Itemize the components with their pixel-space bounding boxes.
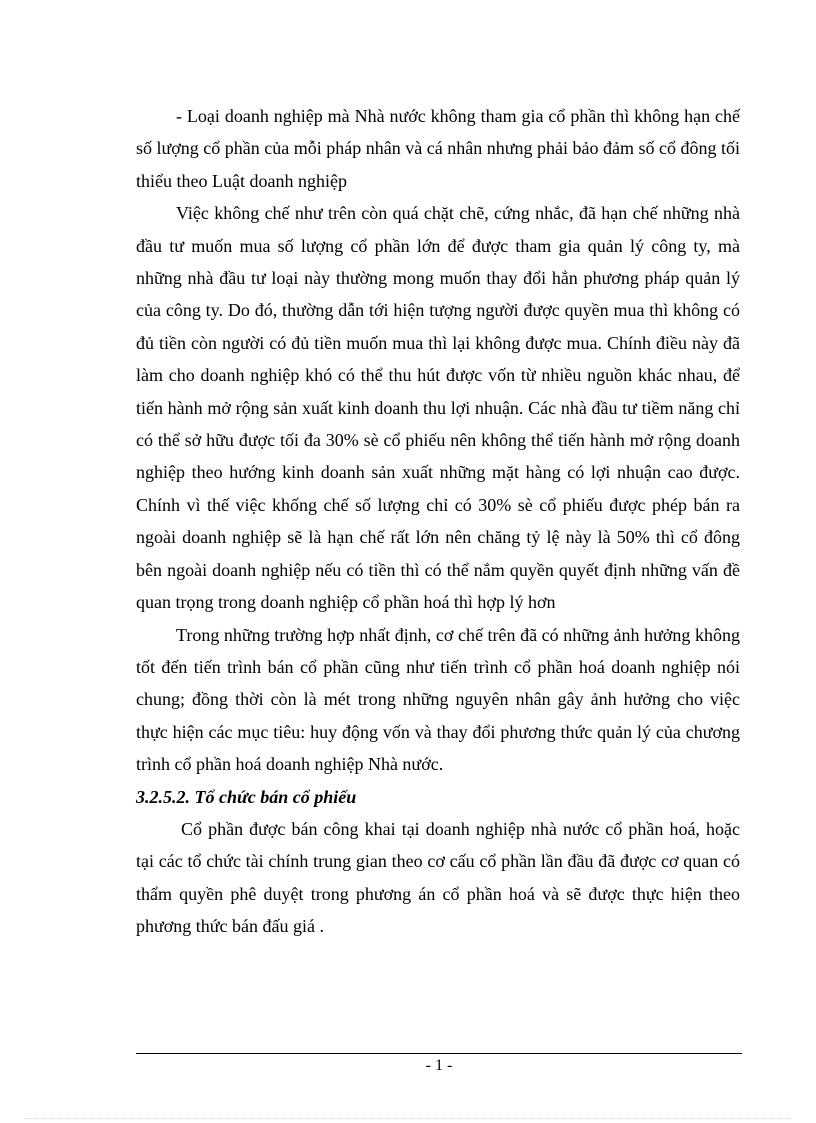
page-bottom-border [24,1118,792,1119]
footer-divider [136,1053,742,1054]
section-heading: 3.2.5.2. Tổ chức bán cổ phiếu [136,786,357,807]
body-paragraph-2: Việc không chế như trên còn quá chặt chẽ, cứng nhắc, đã hạn chế những nhà đầu tư muốn mua số lượng cổ phần lớn để được tham gia quản lý công ty, mà những nhà đầu tư loại này thường mong muốn thay đổi hẳn phương pháp quản lý của công ty. Do đó, thường dẫn tới hiện tượng người được quyền mua thì không có đủ tiền còn người có đủ tiền muốn mua thì lại không được mua. Chính điều này đã làm cho doanh nghiệp khó có thể thu hút được vốn từ nhiều nguồn khác nhau, để tiến hành mở rộng sản xuất kinh doanh thu lợi nhuận. Các nhà đầu tư tiềm năng chỉ có thể sở hữu được tối đa 30% sè cổ phiếu nên không thể tiến hành mở rộng doanh nghiệp theo hướng kinh doanh sản xuất những mặt hàng có lợi nhuận cao được. Chính vì thế việc khống chế số lượng chỉ có 30% sè cổ phiếu được phép bán ra ngoài doanh nghiệp sẽ là hạn chế rất lớn nên chăng tỷ lệ này là 50% thì cổ đông bên ngoài doanh nghiệp nếu có tiền thì có thể nắm quyền quyết định những vấn đề quan trọng trong doanh nghiệp cổ phần hoá thì hợp lý hơn [136,203,740,613]
body-paragraph-1: - Loại doanh nghiệp mà Nhà nước không tham gia cổ phần thì không hạn chế số lượng cổ phần của mỗi pháp nhân và cá nhân nhưng phải bảo đảm số cổ đông tối thiểu theo Luật doanh nghiệp [136,106,740,191]
body-paragraph-4: Cổ phần được bán công khai tại doanh nghiệp nhà nước cổ phần hoá, hoặc tại các tổ chức tài chính trung gian theo cơ cấu cổ phần lần đầu đã được cơ quan có thẩm quyền phê duyệt trong phương án cổ phần hoá và sẽ được thực hiện theo phương thức bán đấu giá . [136,818,740,937]
body-paragraph-3: Trong những trường hợp nhất định, cơ chế trên đã có những ảnh hưởng không tốt đến tiến trình bán cổ phần cũng như tiến trình cổ phần hoá doanh nghiệp nói chung; đồng thời còn là mét trong những nguyên nhân gây ảnh hưởng cho việc thực hiện các mục tiêu: huy động vốn và thay đổi phương thức quản lý của chương trình cổ phần hoá doanh nghiệp Nhà nước. [136,624,740,775]
document-body [136,100,740,943]
page-number: - 1 - [425,1057,453,1074]
